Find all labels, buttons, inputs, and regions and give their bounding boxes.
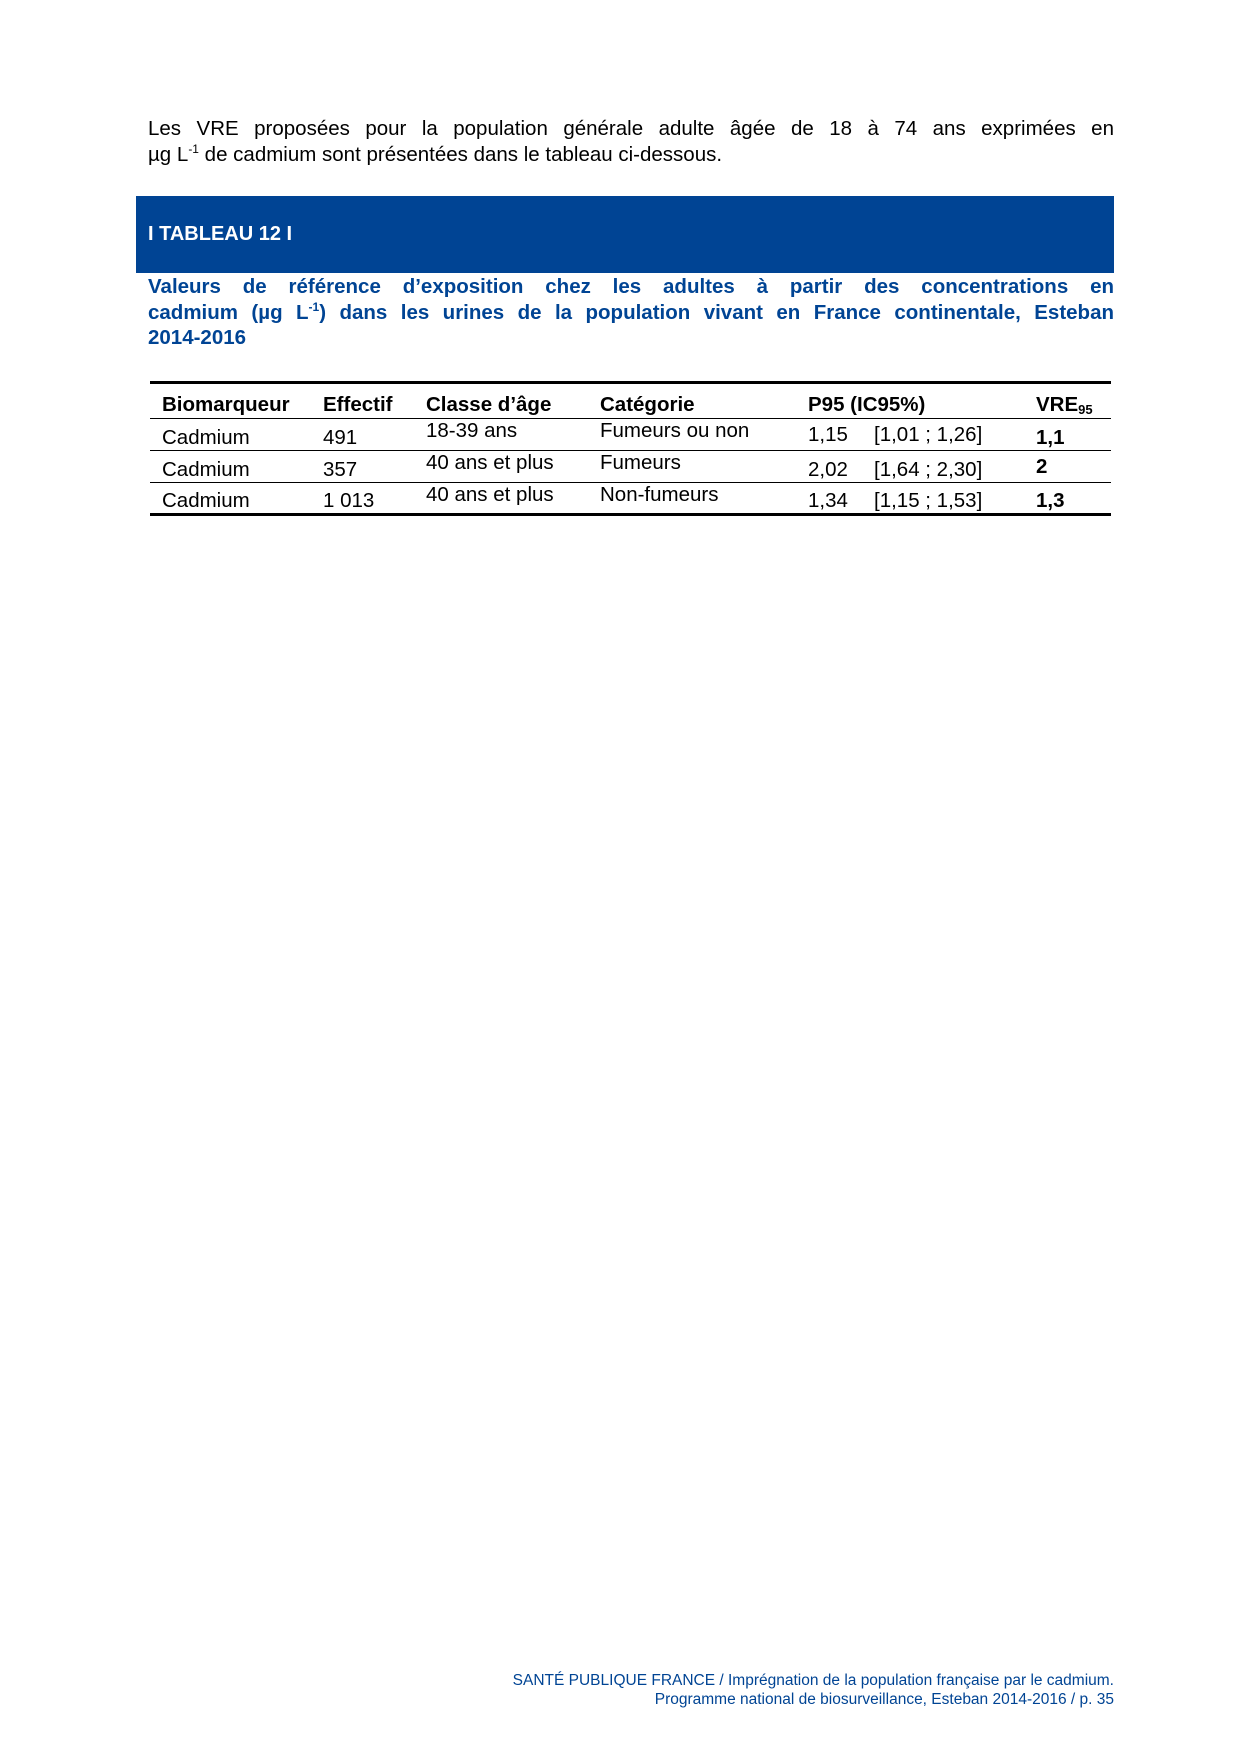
cell-effectif: 357 (323, 458, 358, 481)
cell-vre: 2 (1036, 454, 1048, 478)
footer-line-1: SANTÉ PUBLIQUE FRANCE / Imprégnation de la population française par le cadmium. (512, 1672, 1114, 1689)
reference-values-table (150, 381, 1111, 516)
header-vre-subscript: 95 (1078, 402, 1093, 417)
ic95-value: [1,15 ; 1,53] (874, 489, 983, 512)
cell-classe-age: 18-39 ans (426, 419, 518, 442)
caption-line-3: 2014-2016 (148, 326, 247, 349)
ic95-value: [1,01 ; 1,26] (874, 422, 983, 446)
intro-unit: µg L (148, 143, 189, 166)
p95-value: 1,34 (808, 489, 848, 512)
header-p95: P95 (IC95%) (808, 393, 926, 416)
cell-biomarqueur: Cadmium (162, 426, 250, 449)
cell-vre: 1,3 (1036, 489, 1065, 512)
table-number-label: I TABLEAU 12 I (148, 223, 293, 245)
header-effectif: Effectif (323, 393, 393, 416)
header-vre-label: VRE (1036, 393, 1079, 416)
intro-line-2 (148, 143, 722, 166)
intro-paragraph (148, 116, 1114, 168)
cell-biomarqueur: Cadmium (162, 489, 250, 512)
cell-categorie: Fumeurs ou non (600, 419, 750, 442)
caption-unit-exponent: -1 (308, 299, 320, 314)
table-header-row (150, 383, 1111, 419)
cell-effectif: 1 013 (323, 489, 375, 512)
cell-classe-age: 40 ans et plus (426, 483, 554, 506)
caption-line-2-text: ) dans les urines de la population vivant en France continentale, Esteban (319, 300, 1114, 324)
page-footer (513, 1671, 1114, 1709)
intro-unit-exponent: -1 (188, 142, 199, 157)
caption-unit: cadmium (µg L (148, 300, 309, 324)
header-categorie: Catégorie (600, 393, 695, 416)
caption-line-2 (148, 300, 1114, 326)
header-vre (1024, 383, 1111, 419)
cell-classe-age: 40 ans et plus (426, 451, 554, 474)
table-banner (136, 196, 1114, 273)
cell-p95 (796, 451, 1024, 483)
header-classe-age: Classe d’âge (426, 393, 552, 416)
cell-categorie: Non-fumeurs (600, 483, 719, 506)
table-row (150, 483, 1111, 515)
caption-line-1: Valeurs de référence d’exposition chez les adultes à partir des concentrations en (148, 275, 1114, 298)
cell-categorie: Fumeurs (600, 451, 681, 474)
header-biomarqueur: Biomarqueur (162, 393, 290, 416)
ic95-value: [1,64 ; 2,30] (874, 458, 983, 481)
footer-line-2: Programme national de biosurveillance, Esteban 2014-2016 / p. 35 (654, 1691, 1114, 1708)
cell-effectif: 491 (323, 426, 358, 449)
table-row (150, 419, 1111, 451)
cell-p95 (796, 419, 1024, 451)
p95-value: 1,15 (808, 422, 848, 446)
intro-line-1: Les VRE proposées pour la population générale adulte âgée de 18 à 74 ans exprimées en (148, 117, 1114, 140)
cell-vre: 1,1 (1036, 426, 1065, 449)
table-caption (148, 274, 1114, 351)
intro-line-2-text: de cadmium sont présentées dans le tableau ci-dessous. (198, 143, 723, 166)
cell-p95 (796, 483, 1024, 515)
table-row (150, 451, 1111, 483)
p95-value: 2,02 (808, 458, 848, 481)
cell-biomarqueur: Cadmium (162, 458, 250, 481)
